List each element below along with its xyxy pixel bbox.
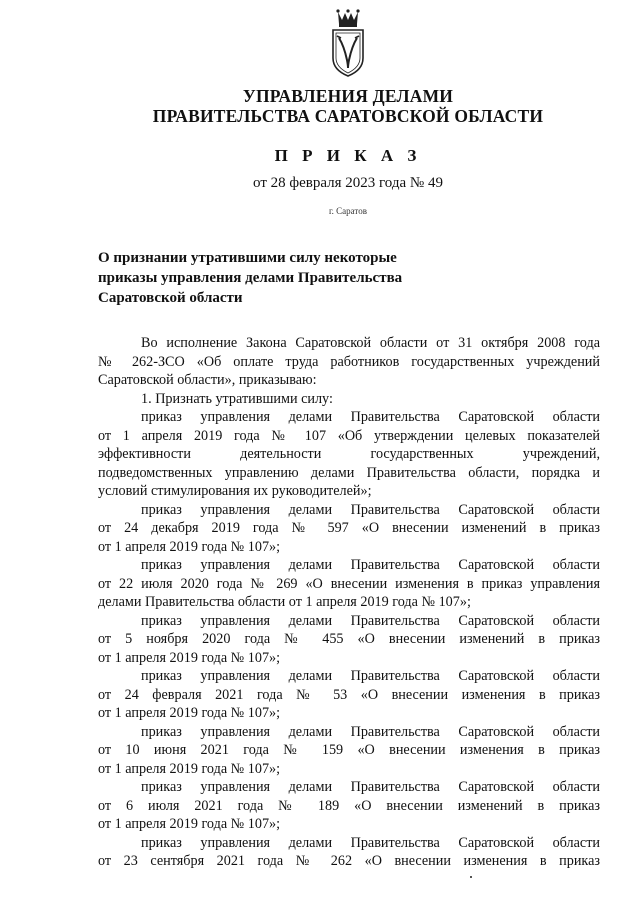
body-line: приказ управления делами Правительства Саратовской области (141, 723, 600, 740)
body-line: от 1 апреля 2019 года № 107»; (98, 816, 281, 832)
body-line: от 1 апреля 2019 года № 107»; (98, 705, 281, 721)
org-name-line-1: УПРАВЛЕНИЯ ДЕЛАМИ (242, 86, 454, 106)
body-line: № 262-ЗСО «Об оплате труда работников государственных учреждений (98, 353, 600, 370)
org-name-line-2: ПРАВИТЕЛЬСТВА САРАТОВСКОЙ ОБЛАСТИ (152, 106, 544, 126)
body-line: от 1 апреля 2019 года № 107»; (98, 538, 281, 555)
body-line: от 22 июля 2020 года № 269 «О внесении изменения в приказ управления (98, 575, 600, 592)
body-line: приказ управления делами Правительства Саратовской области (141, 668, 600, 684)
body-line: от 5 ноября 2020 года № 455 «О внесении изменений в приказ (98, 631, 600, 647)
subject-line: приказы управления делами Правительства (98, 270, 403, 286)
body-line: условий стимулирования их руководителей»; (98, 483, 372, 499)
body-line: от 10 июня 2021 года № 159 «О внесении изменения в приказ (98, 742, 600, 758)
body-line: делами Правительства области от 1 апреля 2019 года № 107»; (98, 594, 471, 610)
body-line: Во исполнение Закона Саратовской области от 31 октября 2008 года (141, 335, 600, 351)
body-line: приказ управления делами Правительства Саратовской области (141, 834, 600, 851)
body-line: от 24 февраля 2021 года № 53 «О внесении изменения в приказ (98, 686, 600, 703)
body-line: приказ управления делами Правительства Саратовской области (141, 409, 600, 425)
body-line: от 1 апреля 2019 года № 107 «Об утверждении целевых показателей (98, 427, 600, 444)
document-body (98, 334, 600, 871)
document-subject (98, 248, 438, 308)
document-city: г. Саратов (329, 206, 367, 216)
body-line: от 24 декабря 2019 года № 597 «О внесении изменений в приказ (98, 520, 600, 536)
document-date-number: от 28 февраля 2023 года № 49 (253, 175, 443, 191)
subject-line: О признании утратившими силу некоторые (98, 250, 397, 266)
body-line: эффективности деятельности государственных учреждений, (98, 446, 600, 462)
body-line: приказ управления делами Правительства Саратовской области (141, 501, 600, 518)
body-line: Саратовской области», приказываю: (98, 372, 317, 388)
body-line: от 1 апреля 2019 года № 107»; (98, 760, 281, 777)
body-line: подведомственных управлению делами Правительства области, порядка и (98, 464, 600, 481)
body-line: приказ управления делами Правительства Саратовской области (141, 557, 600, 573)
body-line: от 23 сентября 2021 года № 262 «О внесении изменения в приказ (98, 853, 600, 869)
document-type-title: П Р И К А З (274, 146, 422, 165)
body-line: от 6 июля 2021 года № 189 «О внесении изменений в приказ (98, 797, 600, 814)
scan-speck (470, 876, 472, 878)
coat-of-arms-icon (326, 8, 370, 78)
body-line: от 1 апреля 2019 года № 107»; (98, 649, 281, 666)
body-line: приказ управления делами Правительства Саратовской области (141, 779, 600, 795)
subject-line: Саратовской области (98, 290, 243, 306)
body-line: 1. Признать утратившими силу: (141, 390, 333, 407)
body-line: приказ управления делами Правительства Саратовской области (141, 612, 600, 629)
